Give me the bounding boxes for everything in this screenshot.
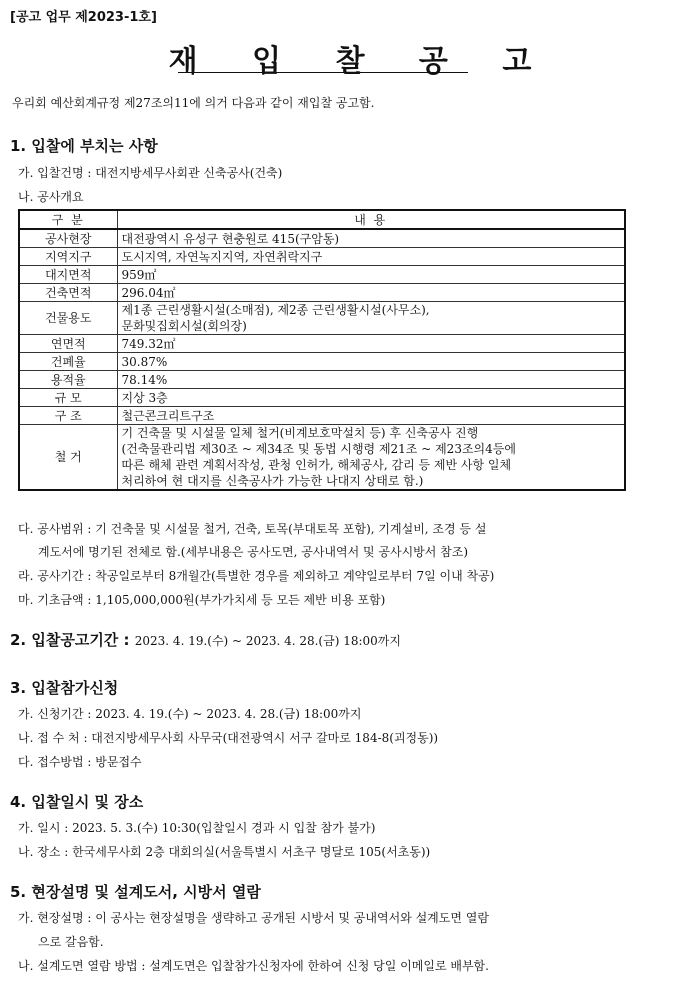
page-title: 재 입 찰 공 고 (168, 44, 554, 79)
section1-item-na: 나. 공사개요 (18, 190, 84, 204)
section5-item-ga-line1: 가. 현장설명 : 이 공사는 현장설명을 생략하고 공개된 시방서 및 공내역서와 설계도면 열람 (18, 911, 489, 925)
table-header-row (19, 210, 625, 229)
section3-item-na: 나. 접 수 처 : 대전지방세무사회 사무국(대전광역시 서구 갈마로 184-8(괴정동)) (18, 731, 439, 745)
title-underline (178, 72, 468, 73)
intro-text: 우리회 예산회계규정 제27조의11에 의거 다음과 같이 재입찰 공고함. (12, 96, 375, 110)
row-key: 공사현장 (19, 229, 117, 248)
table-row (19, 335, 625, 353)
row-key: 철 거 (19, 425, 117, 491)
row-value: 대전광역시 유성구 현충원로 415(구암동) (117, 229, 625, 248)
row-value: 도시지역, 자연녹지지역, 자연취락지구 (117, 248, 625, 266)
section3-heading: 3. 입찰참가신청 (10, 679, 119, 697)
section3-item-da: 다. 접수방법 : 방문접수 (18, 755, 142, 769)
row-value (117, 302, 625, 335)
row-value-line: 기 건축물 및 시설물 일체 철거(비계보호막설치 등) 후 신축공사 진행 (121, 426, 479, 440)
section1-item-da-line1: 다. 공사범위 : 기 건축물 및 시설물 철거, 건축, 토목(부대토목 포함), 기계설비, 조경 등 설 (18, 522, 487, 536)
row-key: 대지면적 (19, 266, 117, 284)
row-key: 용적율 (19, 371, 117, 389)
section3-item-ga: 가. 신청기간 : 2023. 4. 19.(수) ~ 2023. 4. 28.(금) 18:00까지 (18, 707, 362, 721)
row-value-line: 처리하여 현 대지를 신축공사가 가능한 나대지 상태로 함.) (121, 474, 424, 488)
table-row (19, 425, 625, 491)
table-row (19, 229, 625, 248)
row-value: 749.32㎡ (117, 335, 625, 353)
row-value: 지상 3층 (117, 389, 625, 407)
section1-item-ra: 라. 공사기간 : 착공일로부터 8개월간(특별한 경우를 제외하고 계약일로부터 7일 이내 착공) (18, 569, 495, 583)
row-key: 건물용도 (19, 302, 117, 335)
row-value: 959㎡ (117, 266, 625, 284)
section2-heading-row (10, 629, 401, 650)
row-key: 연면적 (19, 335, 117, 353)
row-key: 건축면적 (19, 284, 117, 302)
section5-item-na: 나. 설계도면 열람 방법 : 설계도면은 입찰참가신청자에 한하여 신청 당일 이메일로 배부함. (18, 959, 489, 973)
section2-heading: 2. 입찰공고기간 : (10, 631, 130, 649)
row-key: 규 모 (19, 389, 117, 407)
row-value: 296.04㎡ (117, 284, 625, 302)
section5-item-ga-line2: 으로 갈음함. (38, 935, 104, 949)
row-value-line: 문화및집회시설(회의장) (121, 319, 247, 333)
row-value-line: 따른 해체 관련 계획서작성, 관청 인허가, 해체공사, 감리 등 제반 사항 일체 (121, 458, 512, 472)
section5-heading: 5. 현장설명 및 설계도서, 시방서 열람 (10, 883, 261, 901)
row-value (117, 425, 625, 491)
project-overview-table (18, 209, 626, 491)
row-key: 구 조 (19, 407, 117, 425)
table-row (19, 371, 625, 389)
table-row (19, 353, 625, 371)
row-value: 철근콘크리트구조 (117, 407, 625, 425)
section2-period: 2023. 4. 19.(수) ~ 2023. 4. 28.(금) 18:00까지 (134, 634, 401, 648)
row-key: 건폐율 (19, 353, 117, 371)
row-value-line: 제1종 근린생활시설(소매점), 제2종 근린생활시설(사무소), (121, 303, 430, 317)
table-row (19, 389, 625, 407)
table-row (19, 302, 625, 335)
section4-heading: 4. 입찰일시 및 장소 (10, 793, 144, 811)
table-header-key: 구 분 (19, 210, 117, 229)
table-row (19, 248, 625, 266)
notice-number: [공고 업무 제2023-1호] (10, 10, 157, 25)
section1-item-da-line2: 계도서에 명기된 전체로 함.(세부내용은 공사도면, 공사내역서 및 공사시방서 참조) (38, 545, 469, 559)
section1-heading: 1. 입찰에 부치는 사항 (10, 137, 158, 155)
section1-item-ga: 가. 입찰건명 : 대전지방세무사회관 신축공사(건축) (18, 166, 283, 180)
table-header-value: 내 용 (117, 210, 625, 229)
row-key: 지역지구 (19, 248, 117, 266)
section4-item-ga: 가. 일시 : 2023. 5. 3.(수) 10:30(입찰일시 경과 시 입찰 참가 불가) (18, 821, 376, 835)
table-row (19, 284, 625, 302)
table-row (19, 407, 625, 425)
row-value-line: (건축물관리법 제30조 ~ 제34조 및 동법 시행령 제21조 ~ 제23조의4등에 (121, 442, 516, 456)
row-value: 30.87% (117, 353, 625, 371)
row-value: 78.14% (117, 371, 625, 389)
section1-item-ma: 마. 기초금액 : 1,105,000,000원(부가가치세 등 모든 제반 비용 포함) (18, 593, 386, 607)
table-row (19, 266, 625, 284)
section4-item-na: 나. 장소 : 한국세무사회 2층 대회의실(서울특별시 서초구 명달로 105(서초동)) (18, 845, 431, 859)
